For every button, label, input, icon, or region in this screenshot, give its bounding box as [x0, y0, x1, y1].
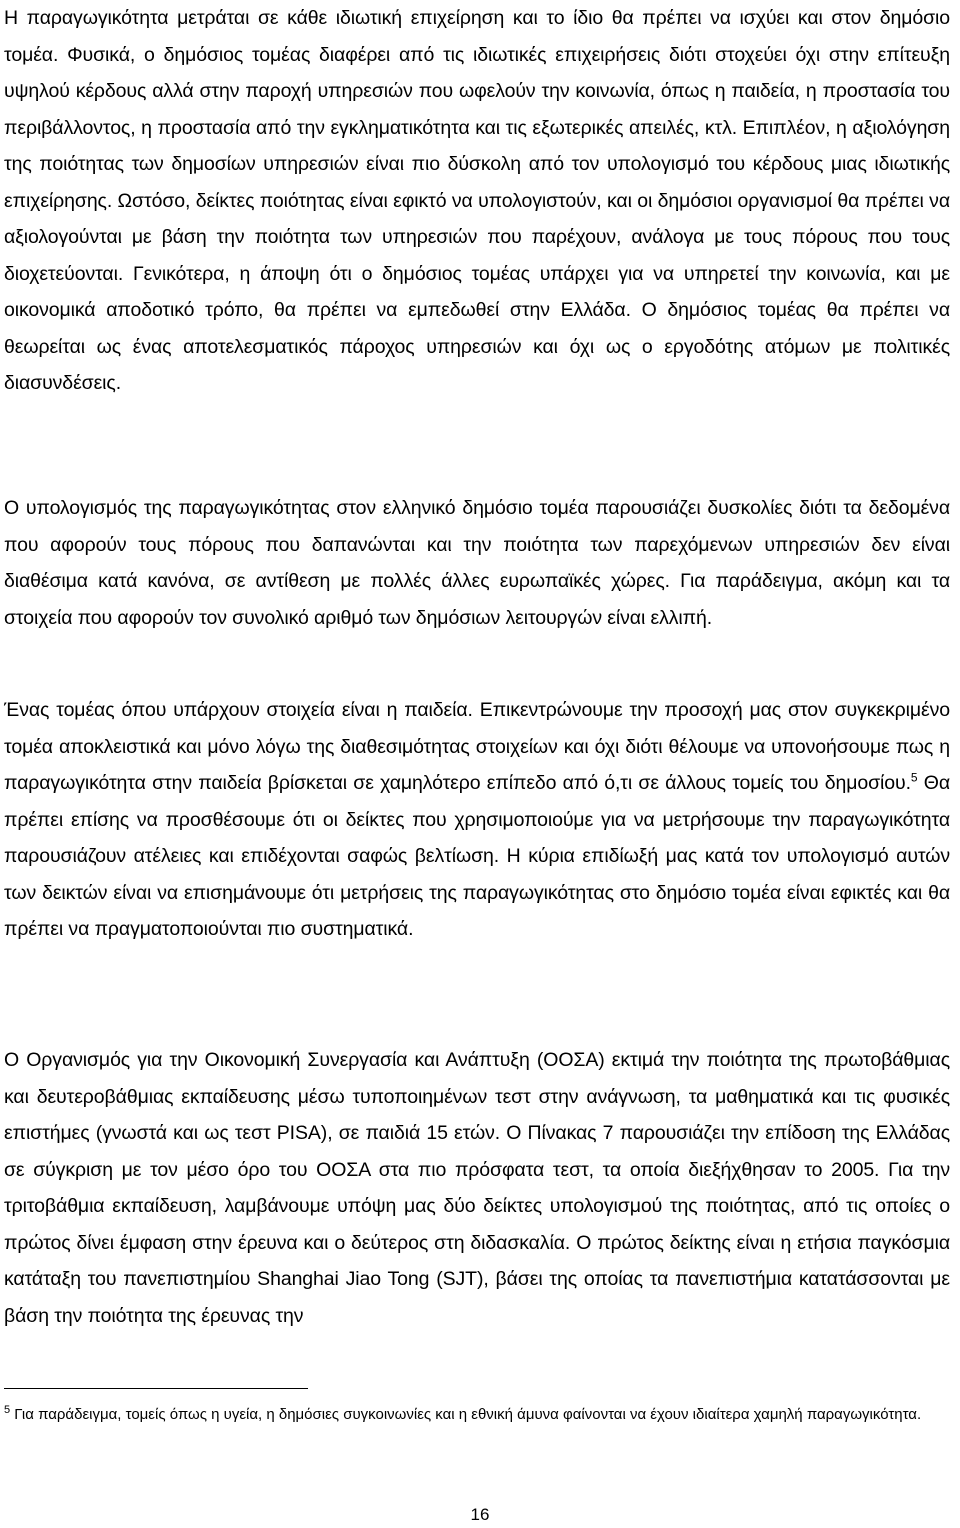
footnote-marker: 5	[4, 1404, 11, 1416]
paragraph-text-after-note: Θα πρέπει επίσης να προσθέσουμε ότι οι δείκτες που χρησιμοποιούμε για να μετρήσουμε την παραγωγικότητα παρουσιάζουν ατέλειες και επιδέχονται σαφώς βελτίωση. Η κύρια επιδίωξή μας κατά τον υπολογισμό αυτών των δεικτών είναι να επισημάνουμε ότι μετρήσεις της παραγωγικότητας στο δημόσιο τομέα είναι εφικτές και θα πρέπει να πραγματοποιούνται πιο συστηματικά.	[4, 772, 950, 940]
footnote-reference[interactable]: 5	[910, 770, 918, 785]
paragraph-education-sector	[4, 692, 950, 948]
paragraph-oecd-pisa: Ο Οργανισμός για την Οικονομική Συνεργασία και Ανάπτυξη (ΟΟΣΑ) εκτιμά την ποιότητα της πρωτοβάθμιας και δευτεροβάθμιας εκπαίδευσης μέσω τυποποιημένων τεστ στην ανάγνωση, τα μαθηματικά και τις φυσικές επιστήμες (γνωστά και ως τεστ PISA), σε παιδιά 15 ετών. Ο Πίνακας 7 παρουσιάζει την επίδοση της Ελλάδας σε σύγκριση με τον μέσο όρο του ΟΟΣΑ στα πιο πρόσφατα τεστ, τα οποία διεξήχθησαν το 2005. Για την τριτοβάθμια εκπαίδευση, λαμβάνουμε υπόψη μας δύο δείκτες υπολογισμού της ποιότητας, από τις οποίες ο πρώτος δίνει έμφαση στην έρευνα και ο δεύτερος στη διδασκαλία. Ο πρώτος δείκτης είναι η ετήσια παγκόσμια κατάταξη του πανεπιστημίου Shanghai Jiao Tong (SJT), βάσει της οποίας τα πανεπιστήμια κατατάσσονται με βάση την ποιότητα της έρευνας την	[4, 1049, 950, 1327]
page-number: 16	[470, 1505, 490, 1524]
paragraph-productivity-public-sector: Η παραγωγικότητα μετράται σε κάθε ιδιωτική επιχείρηση και το ίδιο θα πρέπει να ισχύει και στον δημόσιο τομέα. Φυσικά, ο δημόσιος τομέας διαφέρει από τις ιδιωτικές επιχειρήσεις διότι στοχεύει όχι στην επίτευξη υψηλού κέρδους αλλά στην παροχή υπηρεσιών που ωφελούν την κοινωνία, όπως η παιδεία, η προστασία του περιβάλλοντος, η προστασία από την εγκληματικότητα και τις εξωτερικές απειλές, κτλ. Επιπλέον, η αξιολόγηση της ποιότητας των δημοσίων υπηρεσιών είναι πιο δύσκολη από τον υπολογισμό του κέρδους μιας ιδιωτικής επιχείρησης. Ωστόσο, δείκτες ποιότητας είναι εφικτό να υπολογιστούν, και οι δημόσιοι οργανισμοί θα πρέπει να αξιολογούνται με βάση την ποιότητα των υπηρεσιών που παρέχουν, ανάλογα με τους πόρους που τους διοχετεύονται. Γενικότερα, η άποψη ότι ο δημόσιος τομέας υπάρχει για να υπηρετεί την κοινωνία, και με οικονομικά αποδοτικό τρόπο, θα πρέπει να εμπεδωθεί στην Ελλάδα. Ο δημόσιος τομέας θα πρέπει να θεωρείται ως ένας αποτελεσματικός πάροχος υπηρεσιών και όχι ως ο εργοδότης ατόμων με πολιτικές διασυνδέσεις.	[4, 7, 950, 394]
footnote-separator	[4, 1388, 308, 1389]
footnote	[4, 1402, 950, 1428]
paragraph-measurement-difficulties: Ο υπολογισμός της παραγωγικότητας στον ελληνικό δημόσιο τομέα παρουσιάζει δυσκολίες διότι τα δεδομένα που αφορούν τους πόρους που δαπανώνται και την ποιότητα των παρεχόμενων υπηρεσιών δεν είναι διαθέσιμα κατά κανόνα, σε αντίθεση με πολλές άλλες ευρωπαϊκές χώρες. Για παράδειγμα, ακόμη και τα στοιχεία που αφορούν τον συνολικό αριθμό των δημόσιων λειτουργών είναι ελλιπή.	[4, 497, 950, 629]
paragraph-text-before-note: Ένας τομέας όπου υπάρχουν στοιχεία είναι η παιδεία. Επικεντρώνουμε την προσοχή μας στον συγκεκριμένο τομέα αποκλειστικά και μόνο λόγω της διαθεσιμότητας στοιχείων και όχι διότι θέλουμε να υπονοήσουμε πως η παραγωγικότητα στην παιδεία βρίσκεται σε χαμηλότερο επίπεδο από ό,τι σε άλλους τομείς του δημοσίου.	[4, 699, 950, 794]
footnote-text: Για παράδειγμα, τομείς όπως η υγεία, η δημόσιες συγκοινωνίες και η εθνική άμυνα φαίνονται να έχουν ιδιαίτερα χαμηλή παραγωγικότητα.	[10, 1406, 922, 1423]
